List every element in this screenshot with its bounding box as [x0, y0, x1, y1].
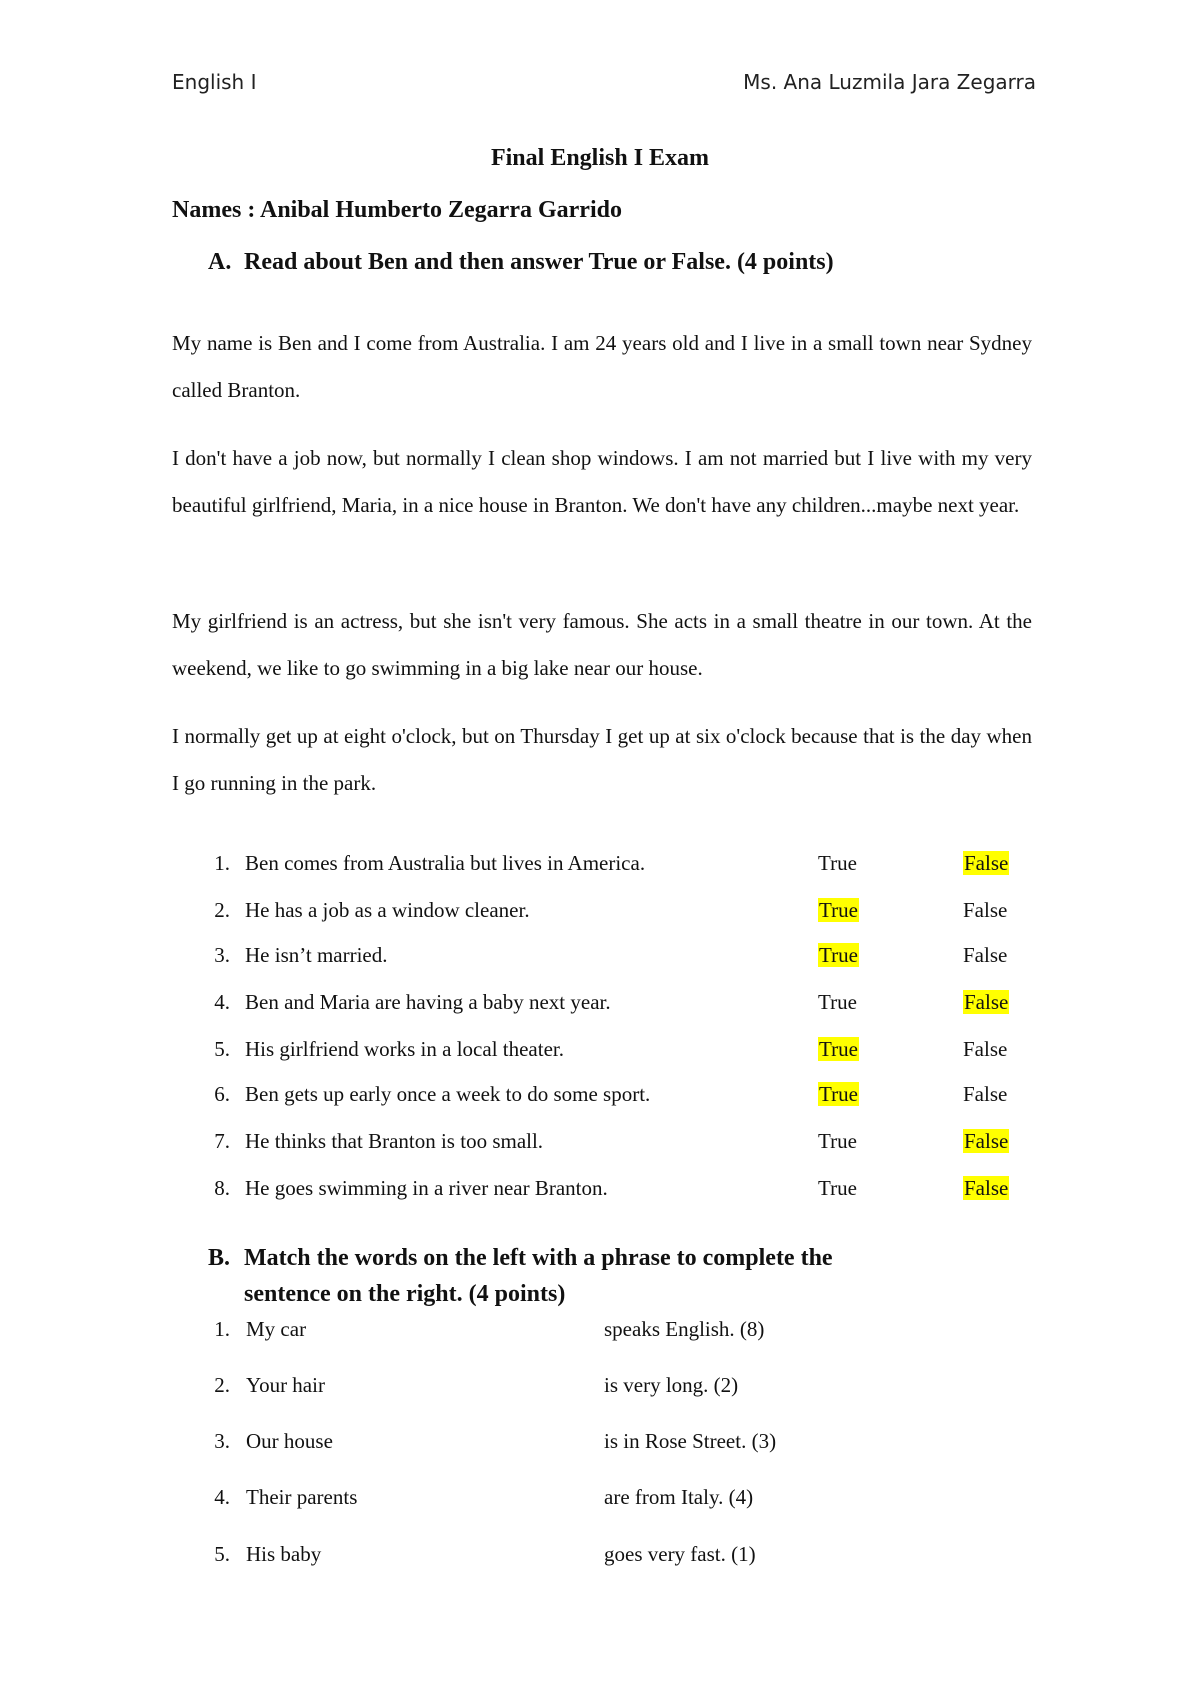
false-option-label: False	[964, 990, 1009, 1014]
paragraph-1: My name is Ben and I come from Australia. I am 24 years old and I live in a small town near Sydney called Branton.	[172, 331, 1032, 402]
false-option-label: False	[963, 898, 1008, 922]
section-a-label: A.	[208, 249, 232, 275]
question-text: Ben comes from Australia but lives in America.	[245, 851, 646, 875]
question-text: He isn’t married.	[245, 943, 388, 967]
question-text: He has a job as a window cleaner.	[245, 898, 530, 922]
match-left-word: His baby	[246, 1542, 322, 1566]
false-option-label: False	[963, 1037, 1008, 1061]
question-row	[0, 1074, 1200, 1114]
false-option	[963, 1029, 1007, 1069]
true-option-label: True	[819, 1082, 858, 1106]
section-a-title: Read about Ben and then answer True or False. (4 points)	[244, 249, 834, 275]
match-row	[0, 1309, 1200, 1349]
true-option-label: True	[819, 943, 858, 967]
match-number: 5.	[214, 1542, 230, 1566]
match-number: 2.	[214, 1373, 230, 1397]
question-number: 4.	[214, 990, 230, 1014]
question-row	[0, 843, 1200, 883]
match-left-word: Their parents	[246, 1485, 358, 1509]
match-number: 3.	[214, 1429, 230, 1453]
match-row	[0, 1421, 1200, 1461]
question-number: 1.	[214, 851, 230, 875]
match-row	[0, 1534, 1200, 1574]
true-option	[818, 982, 857, 1022]
question-text: He goes swimming in a river near Branton.	[245, 1176, 608, 1200]
question-row	[0, 890, 1200, 930]
exam-title: Final English I Exam	[490, 145, 710, 171]
false-option-label: False	[964, 1176, 1009, 1200]
match-right-phrase: is very long. (2)	[604, 1373, 739, 1397]
question-number: 5.	[214, 1037, 230, 1061]
true-option	[818, 935, 859, 975]
header-course: English I	[172, 70, 257, 94]
match-right-phrase: goes very fast. (1)	[604, 1542, 756, 1566]
question-number: 6.	[214, 1082, 230, 1106]
false-option	[963, 982, 1009, 1022]
section-b-title-line1: Match the words on the left with a phrase to complete the	[244, 1245, 833, 1271]
paragraph-3: My girlfriend is an actress, but she isn't very famous. She acts in a small theatre in our town. At the weekend, we like to go swimming in a big lake near our house.	[172, 609, 1032, 680]
question-row	[0, 935, 1200, 975]
false-option-label: False	[964, 851, 1009, 875]
match-left-word: Your hair	[246, 1373, 325, 1397]
match-left-word: Our house	[246, 1429, 333, 1453]
question-row	[0, 982, 1200, 1022]
true-option-label: True	[818, 1129, 857, 1153]
true-option-label: True	[818, 851, 857, 875]
question-text: Ben and Maria are having a baby next year.	[245, 990, 611, 1014]
question-number: 3.	[214, 943, 230, 967]
false-option	[963, 1074, 1007, 1114]
question-row	[0, 1168, 1200, 1208]
student-names: Names : Anibal Humberto Zegarra Garrido	[172, 197, 622, 223]
true-option	[818, 1029, 859, 1069]
false-option	[963, 1121, 1009, 1161]
paragraph-2: I don't have a job now, but normally I clean shop windows. I am not married but I live with my very beautiful girlfriend, Maria, in a nice house in Branton. We don't have any children...maybe next year.	[172, 446, 1032, 517]
paragraph-4: I normally get up at eight o'clock, but on Thursday I get up at six o'clock because that is the day when I go running in the park.	[172, 724, 1032, 795]
question-row	[0, 1029, 1200, 1069]
question-number: 8.	[214, 1176, 230, 1200]
true-option-label: True	[818, 1176, 857, 1200]
section-b-title-line2: sentence on the right. (4 points)	[244, 1281, 566, 1307]
match-right-phrase: is in Rose Street. (3)	[604, 1429, 777, 1453]
match-right-phrase: are from Italy. (4)	[604, 1485, 754, 1509]
match-number: 1.	[214, 1317, 230, 1341]
true-option	[818, 1074, 859, 1114]
section-b-label: B.	[208, 1245, 231, 1271]
false-option	[963, 1168, 1009, 1208]
question-number: 2.	[214, 898, 230, 922]
match-row	[0, 1365, 1200, 1405]
false-option	[963, 843, 1009, 883]
true-option	[818, 843, 857, 883]
question-row	[0, 1121, 1200, 1161]
match-row	[0, 1477, 1200, 1517]
match-left-word: My car	[246, 1317, 307, 1341]
question-number: 7.	[214, 1129, 230, 1153]
true-option	[818, 1121, 857, 1161]
false-option-label: False	[964, 1129, 1009, 1153]
true-option-label: True	[819, 898, 858, 922]
match-right-phrase: speaks English. (8)	[604, 1317, 765, 1341]
false-option	[963, 890, 1007, 930]
false-option-label: False	[963, 943, 1008, 967]
false-option-label: False	[963, 1082, 1008, 1106]
true-option-label: True	[818, 990, 857, 1014]
true-option	[818, 1168, 857, 1208]
question-text: Ben gets up early once a week to do some sport.	[245, 1082, 651, 1106]
match-number: 4.	[214, 1485, 230, 1509]
true-option-label: True	[819, 1037, 858, 1061]
false-option	[963, 935, 1007, 975]
question-text: His girlfriend works in a local theater.	[245, 1037, 564, 1061]
true-option	[818, 890, 859, 930]
question-text: He thinks that Branton is too small.	[245, 1129, 544, 1153]
header-teacher: Ms. Ana Luzmila Jara Zegarra	[743, 70, 1036, 94]
